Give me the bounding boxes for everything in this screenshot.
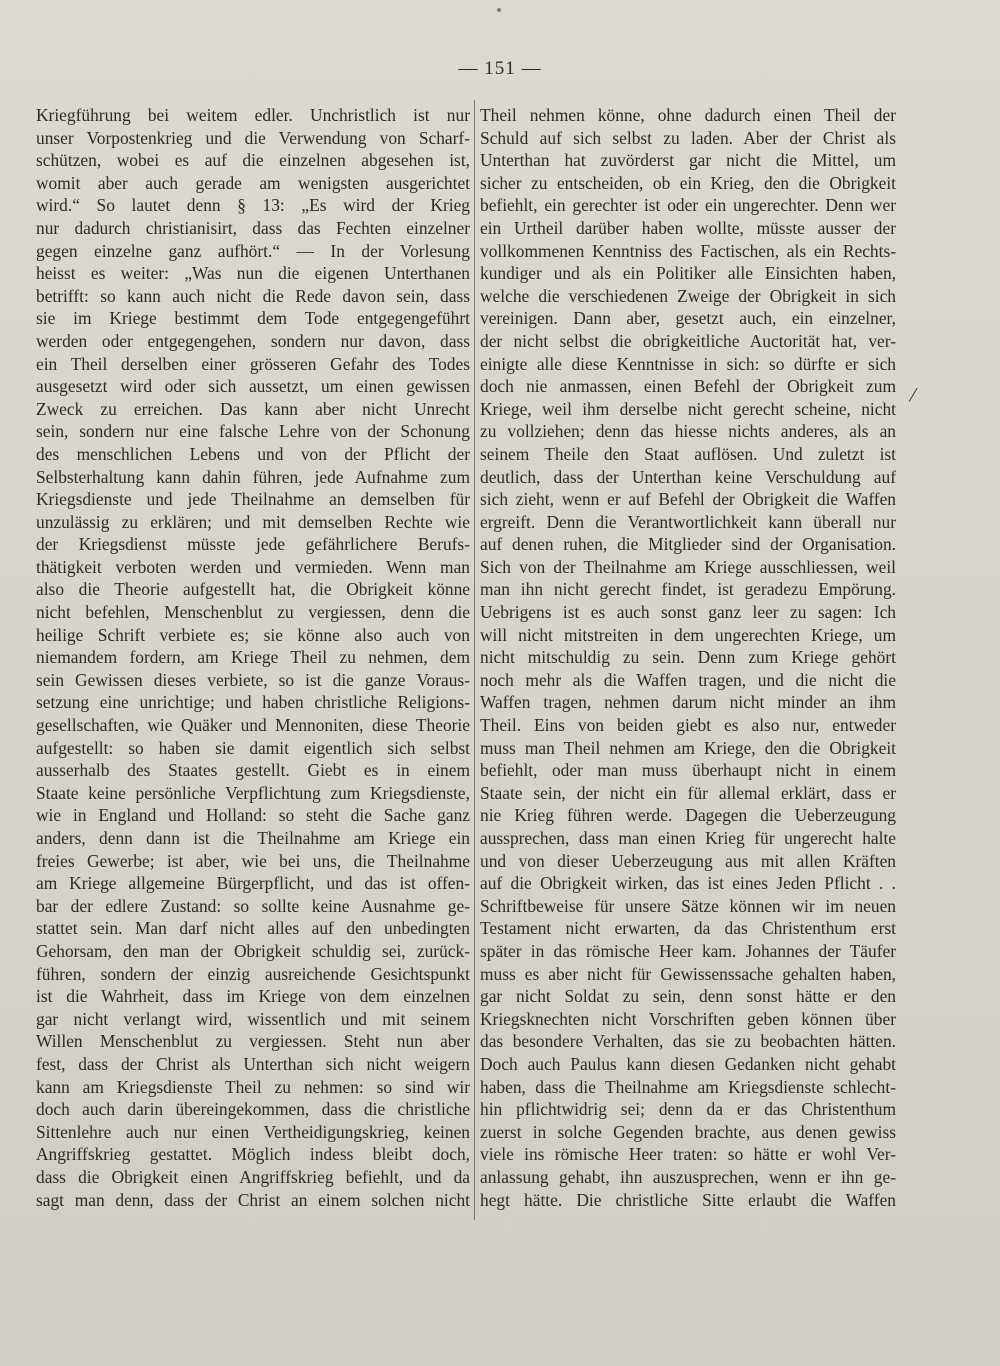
text-line: und von dieser Ueberzeugung aus mit allen Kräften xyxy=(480,850,896,871)
text-line: heilige Schrift verbiete es; sie könne also auch von xyxy=(36,624,470,645)
text-line: stattet sein. Man darf nicht alles auf den unbedingten xyxy=(36,918,470,939)
text-line: Staate keine persönliche Verpflichtung zum Kriegsdienste, xyxy=(36,782,470,803)
text-line: womit aber auch gerade am wenigsten ausgerichtet xyxy=(36,172,470,193)
text-line: das besondere Verhalten, das sie zu beobachten hätten. xyxy=(480,1031,896,1052)
text-line: zu vollziehen; denn das hiesse nichts anderes, als an xyxy=(480,421,896,442)
text-line: thätigkeit verboten werden und vermieden. Wenn man xyxy=(36,556,470,577)
text-line: werden oder entgegengehen, sondern nur davon, dass xyxy=(36,330,470,351)
text-line: man ihn nicht gerecht findet, ist geradezu Empörung. xyxy=(480,579,896,600)
text-line: Theil. Eins von beiden giebt es also nur, entweder xyxy=(480,715,896,736)
text-line: unzulässig zu erklären; und mit demselben Rechte wie xyxy=(36,511,470,532)
text-line: kann am Kriegsdienste Theil zu nehmen: so sind wir xyxy=(36,1076,470,1097)
text-line: Selbsterhaltung kann dahin führen, jede Aufnahme zum xyxy=(36,466,470,487)
text-line: welche die verschiedenen Zweige der Obrigkeit in sich xyxy=(480,285,896,306)
text-line: sich zieht, wenn er auf Befehl der Obrigkeit die Waffen xyxy=(480,489,896,510)
text-line: zuerst in solche Gegenden brachte, aus denen gewiss xyxy=(480,1121,896,1142)
text-line: ist die Wahrheit, dass im Kriege von dem einzelnen xyxy=(36,986,470,1007)
text-line: haben, dass die Theilnahme am Kriegsdienste schlecht- xyxy=(480,1076,896,1097)
text-line: Doch auch Paulus kann diesen Gedanken nicht gehabt xyxy=(480,1053,896,1074)
text-line: befiehlt, ein gerechter ist oder ein ungerechter. Denn wer xyxy=(480,195,896,216)
text-line: Theil nehmen könne, ohne dadurch einen Theil der xyxy=(480,105,896,125)
text-line: anders, denn dann ist die Theilnahme am Kriege ein xyxy=(36,828,470,848)
text-line: hegt hätte. Die christliche Sitte erlaubt die Waffen xyxy=(480,1189,896,1210)
text-line: dass die Obrigkeit einen Angriffskrieg befiehlt, und da xyxy=(36,1166,470,1187)
text-line: Kriege, weil ihm derselbe nicht gerecht scheine, nicht xyxy=(480,398,896,419)
text-line: der Kriegsdienst müsste jede gefährlichere Berufs- xyxy=(36,534,470,555)
text-line: muss man Theil nehmen am Kriege, den die Obrigkeit xyxy=(480,737,896,758)
text-line: doch nie anmassen, einen Befehl der Obrigkeit zum xyxy=(480,376,896,397)
text-line: Kriegsknechten nicht Vorschriften geben können über xyxy=(480,1008,896,1029)
text-line: Schuld auf sich selbst zu laden. Aber der Christ als xyxy=(480,127,896,148)
text-line: sein, sondern nur eine falsche Lehre von der Schonung xyxy=(36,421,470,442)
text-line: aufgestellt: so haben sie damit eigentlich sich selbst xyxy=(36,737,470,758)
text-line: Uebrigens ist es auch sonst ganz leer zu sagen: Ich xyxy=(480,602,896,623)
text-line: setzung eine unrichtige; und haben christliche Religions- xyxy=(36,692,470,713)
text-line: ausgesetzt wird oder sich aussetzt, um einen gewissen xyxy=(36,376,470,397)
text-line: freies Gewerbe; ist aber, wie bei uns, die Theilnahme xyxy=(36,850,470,871)
text-line: seinem Theile den Staat auflösen. Und zuletzt ist xyxy=(480,443,896,464)
text-line: vollkommenen Kenntniss des Factischen, als ein Rechts- xyxy=(480,240,896,261)
text-line: sicher zu entscheiden, ob ein Krieg, den die Obrigkeit xyxy=(480,172,896,193)
margin-pencil-mark: / xyxy=(907,381,919,408)
text-line: auf die Obrigkeit wirken, das ist eines Jeden Pflicht . . xyxy=(480,873,896,894)
text-line: fest, dass der Christ als Unterthan sich nicht weigern xyxy=(36,1053,470,1074)
text-line: betrifft: so kann auch nicht die Rede davon sein, dass xyxy=(36,285,470,306)
text-line: ein Urtheil darüber haben wollte, müsste ausser der xyxy=(480,217,896,238)
text-line: will nicht mitstreiten in dem ungerechten Kriege, um xyxy=(480,624,896,645)
text-line: Waffen tragen, nehmen darum nicht minder an ihm xyxy=(480,692,896,713)
text-line: sagt man denn, dass der Christ an einem solchen nicht xyxy=(36,1189,470,1210)
text-line: Schriftbeweise für unsere Sätze können wir im neuen xyxy=(480,895,896,916)
text-line: Unterthan hat zuvörderst gar nicht die Mittel, um xyxy=(480,150,896,171)
text-line: führen, sondern der einzig ausreichende Gesichtspunkt xyxy=(36,963,470,984)
text-line: Sich von der Theilnahme am Kriege ausschliessen, weil xyxy=(480,556,896,577)
text-line: sein Gewissen dieses verbiete, so ist die ganze Voraus- xyxy=(36,669,470,690)
text-line: nie Krieg führen werde. Dagegen die Ueberzeugung xyxy=(480,805,896,826)
text-line: ausserhalb des Staates gestellt. Giebt es in einem xyxy=(36,760,470,781)
left-text-column xyxy=(36,104,470,1211)
text-line: deutlich, dass der Unterthan keine Verschuldung auf xyxy=(480,466,896,487)
text-line: Kriegführung bei weitem edler. Unchristlich ist nur xyxy=(36,105,470,125)
text-line: wird.“ So lautet denn § 13: „Es wird der Krieg xyxy=(36,195,470,216)
text-line: schützen, wobei es auf die einzelnen abgesehen ist, xyxy=(36,150,470,171)
page-number: — 151 — xyxy=(458,58,542,79)
text-line: kundiger und als ein Politiker alle Einsichten haben, xyxy=(480,263,896,284)
text-line: gar nicht Soldat zu sein, denn sonst hätte er den xyxy=(480,986,896,1007)
text-line: auf denen ruhen, die Mitglieder sind der Organisation. xyxy=(480,534,896,555)
right-text-column xyxy=(480,104,896,1211)
text-line: Angriffskrieg gestattet. Möglich indess bleibt doch, xyxy=(36,1144,470,1165)
text-line: bar der edlere Zustand: so sollte keine Ausnahme ge- xyxy=(36,895,470,916)
text-line: nicht mitschuldig zu sein. Denn zum Kriege gehört xyxy=(480,647,896,668)
text-line: heisst es weiter: „Was nun die eigenen Unterthanen xyxy=(36,263,470,284)
text-line: Willen Menschenblut zu vergiessen. Steht nun aber xyxy=(36,1031,470,1052)
text-line: einigte alle diese Kenntnisse in sich: so dürfte er sich xyxy=(480,353,896,374)
text-line: niemandem fordern, am Kriege Theil zu nehmen, dem xyxy=(36,647,470,668)
text-line: gar nicht verlangt wird, wissentlich und mit seinem xyxy=(36,1008,470,1029)
text-line: gesellschaften, wie Quäker und Mennoniten, diese Theorie xyxy=(36,715,470,736)
text-line: der nicht selbst die obrigkeitliche Auctorität hat, ver- xyxy=(480,330,896,351)
text-line: des menschlichen Lebens und von der Pflicht der xyxy=(36,443,470,464)
text-line: vereinigen. Dann aber, gesetzt auch, ein einzelner, xyxy=(480,308,896,329)
text-line: gegen einzelne ganz aufhört.“ — In der Vorlesung xyxy=(36,240,470,261)
text-line: Testament nicht erwarten, da das Christenthum erst xyxy=(480,918,896,939)
text-line: wie in England und Holland: so steht die Sache ganz xyxy=(36,805,470,826)
column-divider-rule xyxy=(474,100,475,1220)
text-line: nur dadurch christianisirt, dass das Fechten einzelner xyxy=(36,217,470,238)
text-line: Kriegsdienste und jede Theilnahme an demselben für xyxy=(36,489,470,510)
text-line: doch auch darin übereingekommen, dass die christliche xyxy=(36,1099,470,1120)
text-line: Gehorsam, den man der Obrigkeit schuldig sei, zurück- xyxy=(36,940,470,961)
text-line: unser Vorpostenkrieg und die Verwendung von Scharf- xyxy=(36,127,470,148)
text-line: Zweck zu erreichen. Das kann aber nicht Unrecht xyxy=(36,398,470,419)
text-line: noch mehr als die Waffen tragen, und die nicht die xyxy=(480,669,896,690)
text-line: also die Theorie aufgestellt hat, die Obrigkeit könne xyxy=(36,579,470,600)
paper-speck xyxy=(497,8,501,12)
text-line: am Kriege allgemeine Bürgerpflicht, und das ist offen- xyxy=(36,873,470,894)
text-line: Staate sein, der nicht ein für allemal erklärt, dass er xyxy=(480,782,896,803)
text-line: sie im Kriege bestimmt dem Tode entgegengeführt xyxy=(36,308,470,329)
text-line: viele ins römische Heer traten: so hätte er wohl Ver- xyxy=(480,1144,896,1165)
text-line: nicht befehlen, Menschenblut zu vergiessen, denn die xyxy=(36,602,470,623)
text-line: ein Theil derselben einer grösseren Gefahr des Todes xyxy=(36,353,470,374)
text-line: befiehlt, oder man muss überhaupt nicht in einem xyxy=(480,760,896,781)
text-line: später in das römische Heer kam. Johannes der Täufer xyxy=(480,940,896,961)
text-line: muss es aber nicht für Gewissenssache gehalten haben, xyxy=(480,963,896,984)
text-line: ergreift. Denn die Verantwortlichkeit kann überall nur xyxy=(480,511,896,532)
text-line: hin pflichtwidrig sei; denn da er das Christenthum xyxy=(480,1099,896,1120)
text-line: Sittenlehre auch nur einen Vertheidigungskrieg, keinen xyxy=(36,1121,470,1142)
text-line: aussprechen, dass man einen Krieg für ungerecht halte xyxy=(480,828,896,848)
text-line: anlassung gehabt, ihn auszusprechen, wenn er ihn ge- xyxy=(480,1166,896,1187)
